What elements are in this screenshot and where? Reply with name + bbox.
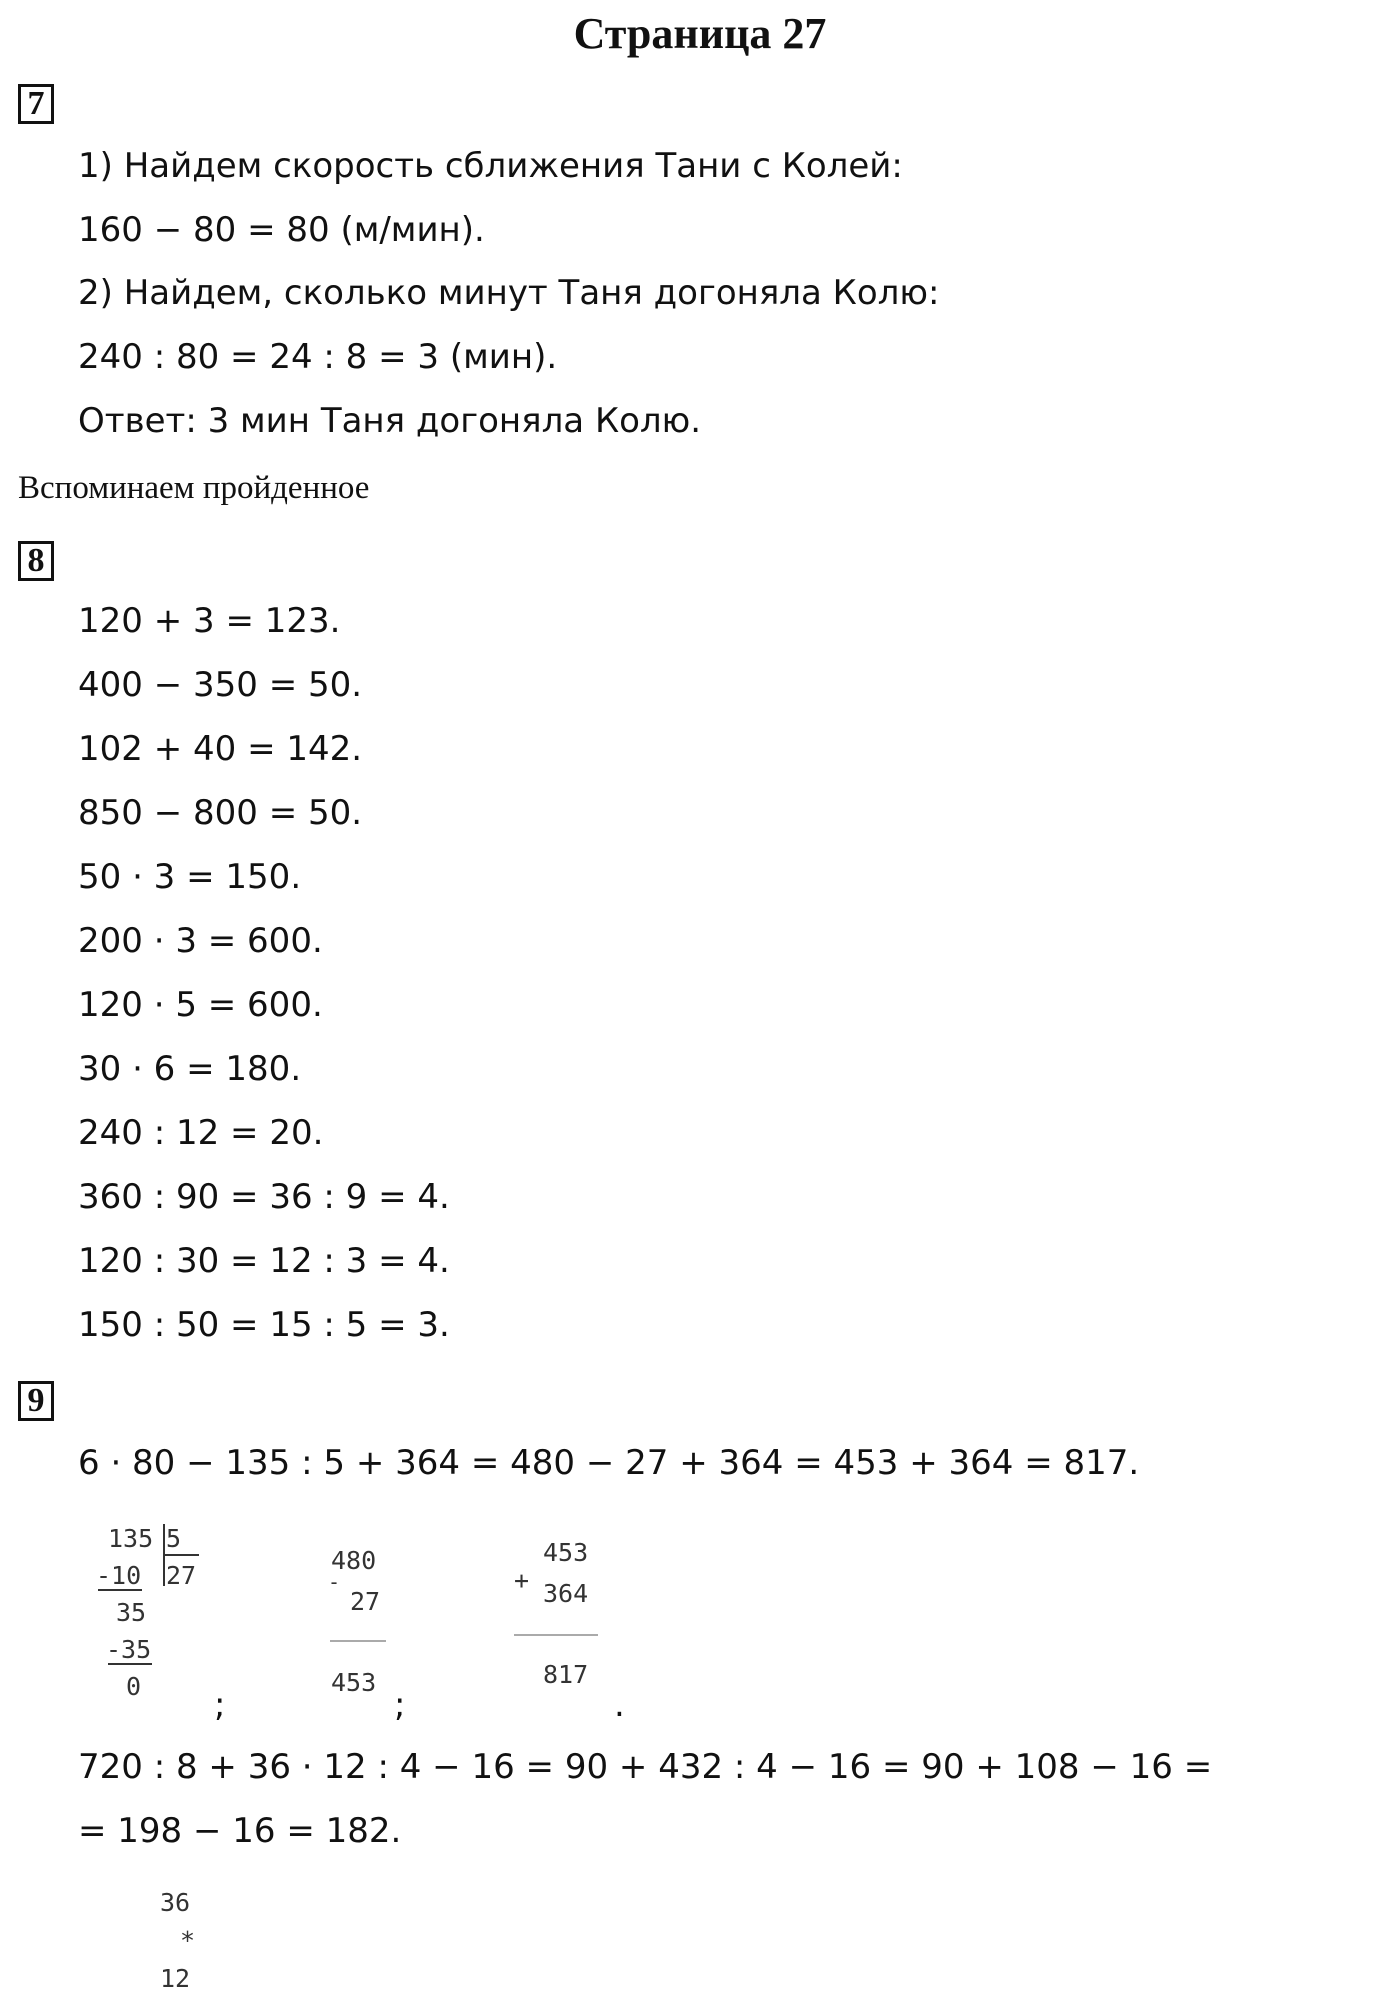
division-sub-1-rule [98, 1589, 142, 1591]
multiplication-operand-a: 36 [160, 1888, 191, 1917]
division-quotient: 27 [166, 1561, 197, 1590]
division-remainder-1: 35 [116, 1598, 147, 1627]
task7-line-3: 2) Найдем, сколько минут Таня догоняла Колю: [78, 273, 940, 313]
division-sub-2: -35 [106, 1635, 152, 1664]
task8-line-3: 102 + 40 = 142. [78, 729, 363, 769]
addition-operand-b: 364 [543, 1579, 589, 1608]
task-number-7: 7 [18, 84, 54, 124]
task8-line-9: 240 : 12 = 20. [78, 1113, 324, 1153]
task9-expression-2-line-2: = 198 − 16 = 182. [78, 1811, 402, 1851]
division-sub-1: -10 [96, 1561, 142, 1590]
division-sub-2-rule [108, 1663, 152, 1665]
separator-3: . [614, 1685, 625, 1725]
separator-2: ; [394, 1685, 406, 1725]
addition-operand-a: 453 [543, 1538, 589, 1567]
addition-rule [514, 1634, 598, 1636]
subtraction-result: 453 [331, 1668, 377, 1697]
task8-line-5: 50 · 3 = 150. [78, 857, 302, 897]
section-heading: Вспоминаем пройденное [18, 470, 370, 506]
subtraction-rule [330, 1640, 386, 1642]
task9-expression-2-line-1: 720 : 8 + 36 · 12 : 4 − 16 = 90 + 432 : 4 − 16 = 90 + 108 − 16 = [78, 1747, 1213, 1787]
task8-line-8: 30 · 6 = 180. [78, 1049, 302, 1089]
task9-expression-1: 6 · 80 − 135 : 5 + 364 = 480 − 27 + 364 = 453 + 364 = 817. [78, 1443, 1140, 1483]
separator-1: ; [214, 1685, 226, 1725]
task8-line-1: 120 + 3 = 123. [78, 601, 341, 641]
division-remainder-2: 0 [126, 1672, 142, 1701]
task-number-8: 8 [18, 541, 54, 581]
task8-line-11: 120 : 30 = 12 : 3 = 4. [78, 1241, 450, 1281]
task8-line-6: 200 · 3 = 600. [78, 921, 323, 961]
task8-line-4: 850 − 800 = 50. [78, 793, 363, 833]
subtraction-sign: - [328, 1570, 341, 1594]
multiplication-operand-b: 12 [160, 1964, 191, 1993]
division-divisor: 5 [166, 1524, 182, 1553]
division-dividend: 135 [108, 1524, 154, 1553]
task7-answer: Ответ: 3 мин Таня догоняла Колю. [78, 401, 702, 441]
multiplication-sign: * [180, 1926, 196, 1955]
subtraction-minuend: 480 [331, 1546, 377, 1575]
task-number-9: 9 [18, 1381, 54, 1421]
task7-line-1: 1) Найдем скорость сближения Тани с Колей: [78, 146, 903, 186]
task7-line-2: 160 − 80 = 80 (м/мин). [78, 210, 485, 250]
task8-line-10: 360 : 90 = 36 : 9 = 4. [78, 1177, 450, 1217]
task8-line-7: 120 · 5 = 600. [78, 985, 323, 1025]
addition-result: 817 [543, 1660, 589, 1689]
addition-sign: + [514, 1566, 530, 1595]
page-title: Страница 27 [573, 9, 827, 58]
task8-line-12: 150 : 50 = 15 : 5 = 3. [78, 1305, 450, 1345]
division-divisor-rule [163, 1554, 199, 1556]
task7-line-4: 240 : 80 = 24 : 8 = 3 (мин). [78, 337, 558, 377]
task8-line-2: 400 − 350 = 50. [78, 665, 363, 705]
subtraction-subtrahend: 27 [350, 1587, 381, 1616]
